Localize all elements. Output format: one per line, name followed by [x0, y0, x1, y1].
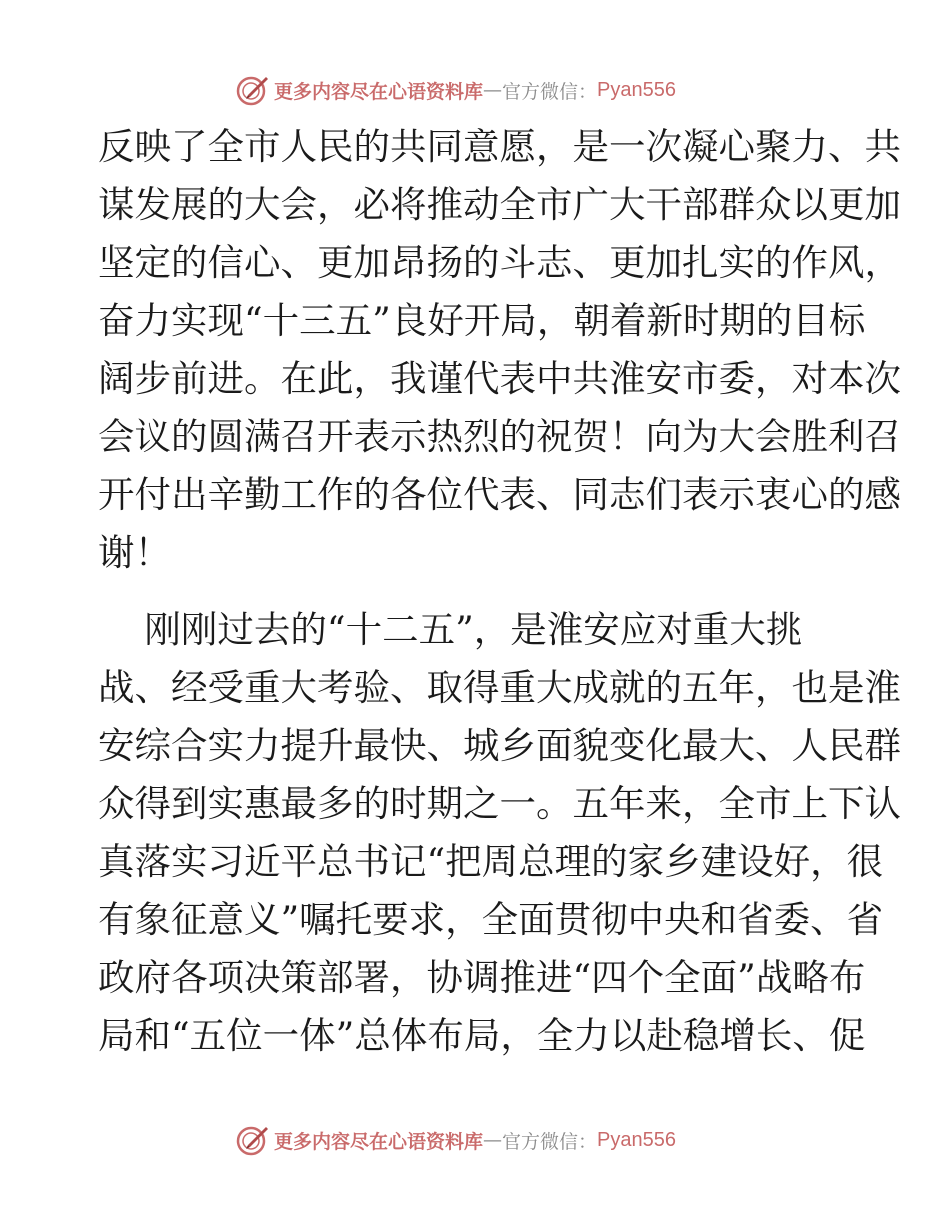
watermark-brand: 更多内容尽在心语资料库	[274, 80, 484, 103]
text-line: 有象征意义”嘱托要求，全面贯彻中央和省委、省	[98, 898, 884, 941]
text-line: 谋发展的大会，必将推动全市广大干部群众以更加	[98, 183, 901, 226]
text-line: 众得到实惠最多的时期之一。五年来，全市上下认	[98, 782, 901, 825]
paragraph-2	[98, 601, 901, 1065]
pen-logo-icon	[236, 1123, 270, 1157]
watermark-contact-label: 官方微信：	[502, 1130, 598, 1153]
text-line: 安综合实力提升最快、城乡面貌变化最大、人民群	[98, 724, 901, 767]
header-watermark	[236, 72, 676, 108]
text-line: 真落实习近平总书记“把周总理的家乡建设好，很	[98, 840, 884, 883]
watermark-dash: —	[483, 79, 503, 101]
text-line: 反映了全市人民的共同意愿，是一次凝心聚力、共	[98, 125, 901, 168]
text-line: 政府各项决策部署，协调推进“四个全面”战略布	[98, 956, 866, 999]
text-line: 坚定的信心、更加昂扬的斗志、更加扎实的作风，	[98, 241, 901, 284]
text-line: 刚刚过去的“十二五”，是淮安应对重大挑	[98, 608, 803, 651]
text-line: 阔步前进。在此，我谨代表中共淮安市委，对本次	[98, 357, 901, 400]
footer-watermark	[236, 1122, 676, 1158]
watermark-dash: —	[483, 1129, 503, 1151]
watermark-wechat-id: Pyan556	[597, 78, 676, 101]
text-line: 局和“五位一体”总体布局，全力以赴稳增长、促	[98, 1014, 866, 1057]
watermark-contact-label: 官方微信：	[502, 80, 598, 103]
watermark-brand: 更多内容尽在心语资料库	[274, 1130, 484, 1153]
text-line: 谢！	[98, 531, 171, 574]
paragraph-1	[98, 118, 901, 582]
text-line: 战、经受重大考验、取得重大成就的五年，也是淮	[98, 666, 901, 709]
text-line: 奋力实现“十三五”良好开局，朝着新时期的目标	[98, 299, 866, 342]
pen-logo-icon	[236, 73, 270, 107]
text-line: 开付出辛勤工作的各位代表、同志们表示衷心的感	[98, 473, 901, 516]
text-line: 会议的圆满召开表示热烈的祝贺！向为大会胜利召	[98, 415, 901, 458]
watermark-wechat-id: Pyan556	[597, 1128, 676, 1151]
